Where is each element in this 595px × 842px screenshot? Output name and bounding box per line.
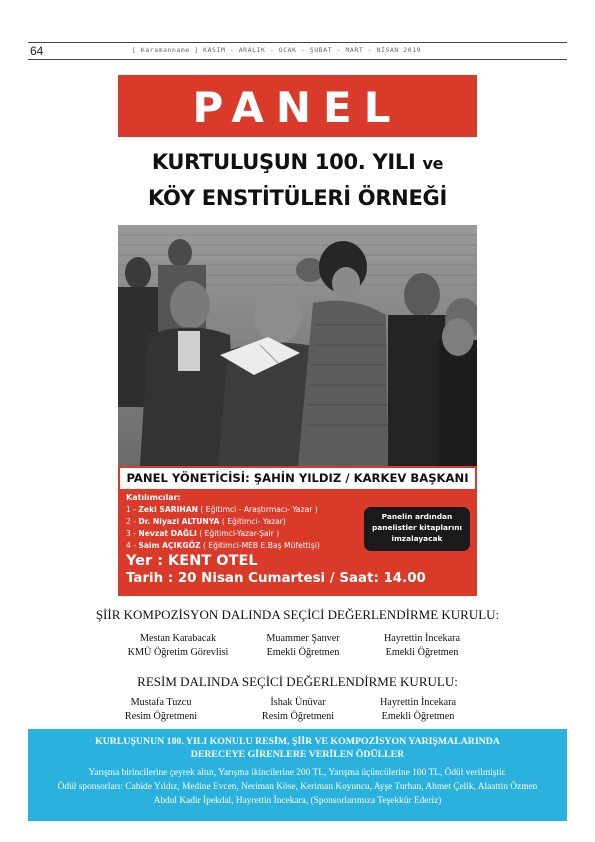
participant-name: Saim AÇIKGÖZ xyxy=(138,541,201,550)
poetry-jury-title: ŞİİR KOMPOZİSYON DALINDA SEÇİCİ DEĞERLENDİRME KURULU: xyxy=(95,607,500,622)
member-name: Mestan Karabacak xyxy=(139,633,217,644)
participant-number: 4 - xyxy=(126,541,136,550)
painting-jury-member xyxy=(86,696,236,723)
event-date: Tarih : 20 Nisan Cumartesi / Saat: 14.00 xyxy=(126,571,426,586)
participant-role: ( Eğitimci- Yazar) xyxy=(221,517,286,526)
member-name: Hayrettin İncekara xyxy=(383,633,461,644)
awards-title-line2: DERECEYE GİRENLERE VERİLEN ÖDÜLLER xyxy=(190,749,405,760)
participants-label: Katılımcılar: xyxy=(126,493,181,502)
painting-jury-title: RESİM DALINDA SEÇİCİ DEĞERLENDİRME KURULU: xyxy=(137,674,458,689)
participant-number: 2 - xyxy=(126,517,136,526)
historical-photo xyxy=(118,225,477,466)
book-note-line: Panelin ardından xyxy=(381,512,453,521)
participant-name: Zeki SARIHAN xyxy=(138,505,198,514)
participant-2 xyxy=(126,517,286,526)
participant-number: 3 - xyxy=(126,529,136,538)
historical-photo-illustration xyxy=(118,225,477,466)
member-name: İshak Ünüvar xyxy=(270,697,326,708)
participant-role: ( Eğitimci - Araştırmacı- Yazar ) xyxy=(200,505,318,514)
participant-role: ( Eğitimci-Yazar-Şair ) xyxy=(199,529,280,538)
member-role: KMÜ Öğretim Görevlisi xyxy=(127,646,229,658)
poster-title-line2: KÖY ENSTİTÜLERİ ÖRNEĞİ xyxy=(148,186,447,210)
header-rule-bottom xyxy=(28,59,567,60)
header-rule-top xyxy=(28,42,567,43)
poetry-jury-member xyxy=(347,632,497,659)
book-note-line: panelistler kitaplarını xyxy=(371,523,463,532)
poster-title-suffix: ve xyxy=(422,154,444,173)
participant-name: Dr. Niyazi ALTUNYA xyxy=(138,517,220,526)
awards-title-line1: KURLUŞUNUN 100. YILI KONULU RESİM, ŞİİR VE KOMPOZİSYON YARIŞMALARINDA xyxy=(95,736,500,747)
participant-4 xyxy=(126,541,320,550)
awards-text-line: Abdul Kadir İpekdal, Hayrettin İncekara, (Sponsorlarımıza Teşekkür Ederiz) xyxy=(153,796,442,806)
awards-text-line: Ödül sponsorları: Cahide Yıldız, Medine Evcen, Neriman Köse, Keriman Koyuncu, Ayşe Turhan, Ahmet Çelik, Alaattin Özmen xyxy=(57,782,538,792)
member-role: Resim Öğretmeni xyxy=(261,710,335,722)
poster-title xyxy=(118,145,477,215)
member-name: Mustafa Tuzcu xyxy=(130,697,192,708)
participant-number: 1 - xyxy=(126,505,136,514)
event-venue: Yer : KENT OTEL xyxy=(126,553,258,569)
member-role: Resim Öğretmeni xyxy=(124,710,198,722)
member-role: Emekli Öğretmen xyxy=(381,710,455,722)
participant-role: ( Eğitimci-MEB E.Baş Müfettişi) xyxy=(202,541,320,550)
participant-3 xyxy=(126,529,279,538)
member-name: Muammer Şanver xyxy=(266,633,340,644)
running-head: [ Karamanname ] KASIM - ARALIK - OCAK - ŞUBAT - MART - NİSAN 2019 xyxy=(132,46,422,54)
participant-name: Nevzat DAĞLI xyxy=(138,529,197,538)
awards-text-line: Yarışma birincilerine çeyrek altın, Yarışma ikincilerine 200 TL, Yarışma üçüncülerine 100 TL, Ödül verilmiştir. xyxy=(88,768,507,778)
poster-panel-heading: PANEL xyxy=(192,83,403,132)
member-role: Emekli Öğretmen xyxy=(266,646,340,658)
book-signing-note-text xyxy=(364,511,470,544)
participant-1 xyxy=(126,505,318,514)
panel-moderator: PANEL YÖNETİCİSİ: ŞAHİN YILDIZ / KARKEV BAŞKANI xyxy=(126,471,469,485)
page-number: 64 xyxy=(30,44,44,58)
member-name: Hayrettin İncekara xyxy=(379,697,457,708)
poster-title-line1: KURTULUŞUN 100. YILI xyxy=(151,150,416,174)
book-note-line: imzalayacak xyxy=(391,534,443,543)
member-role: Emekli Öğretmen xyxy=(385,646,459,658)
painting-jury-member xyxy=(343,696,493,723)
